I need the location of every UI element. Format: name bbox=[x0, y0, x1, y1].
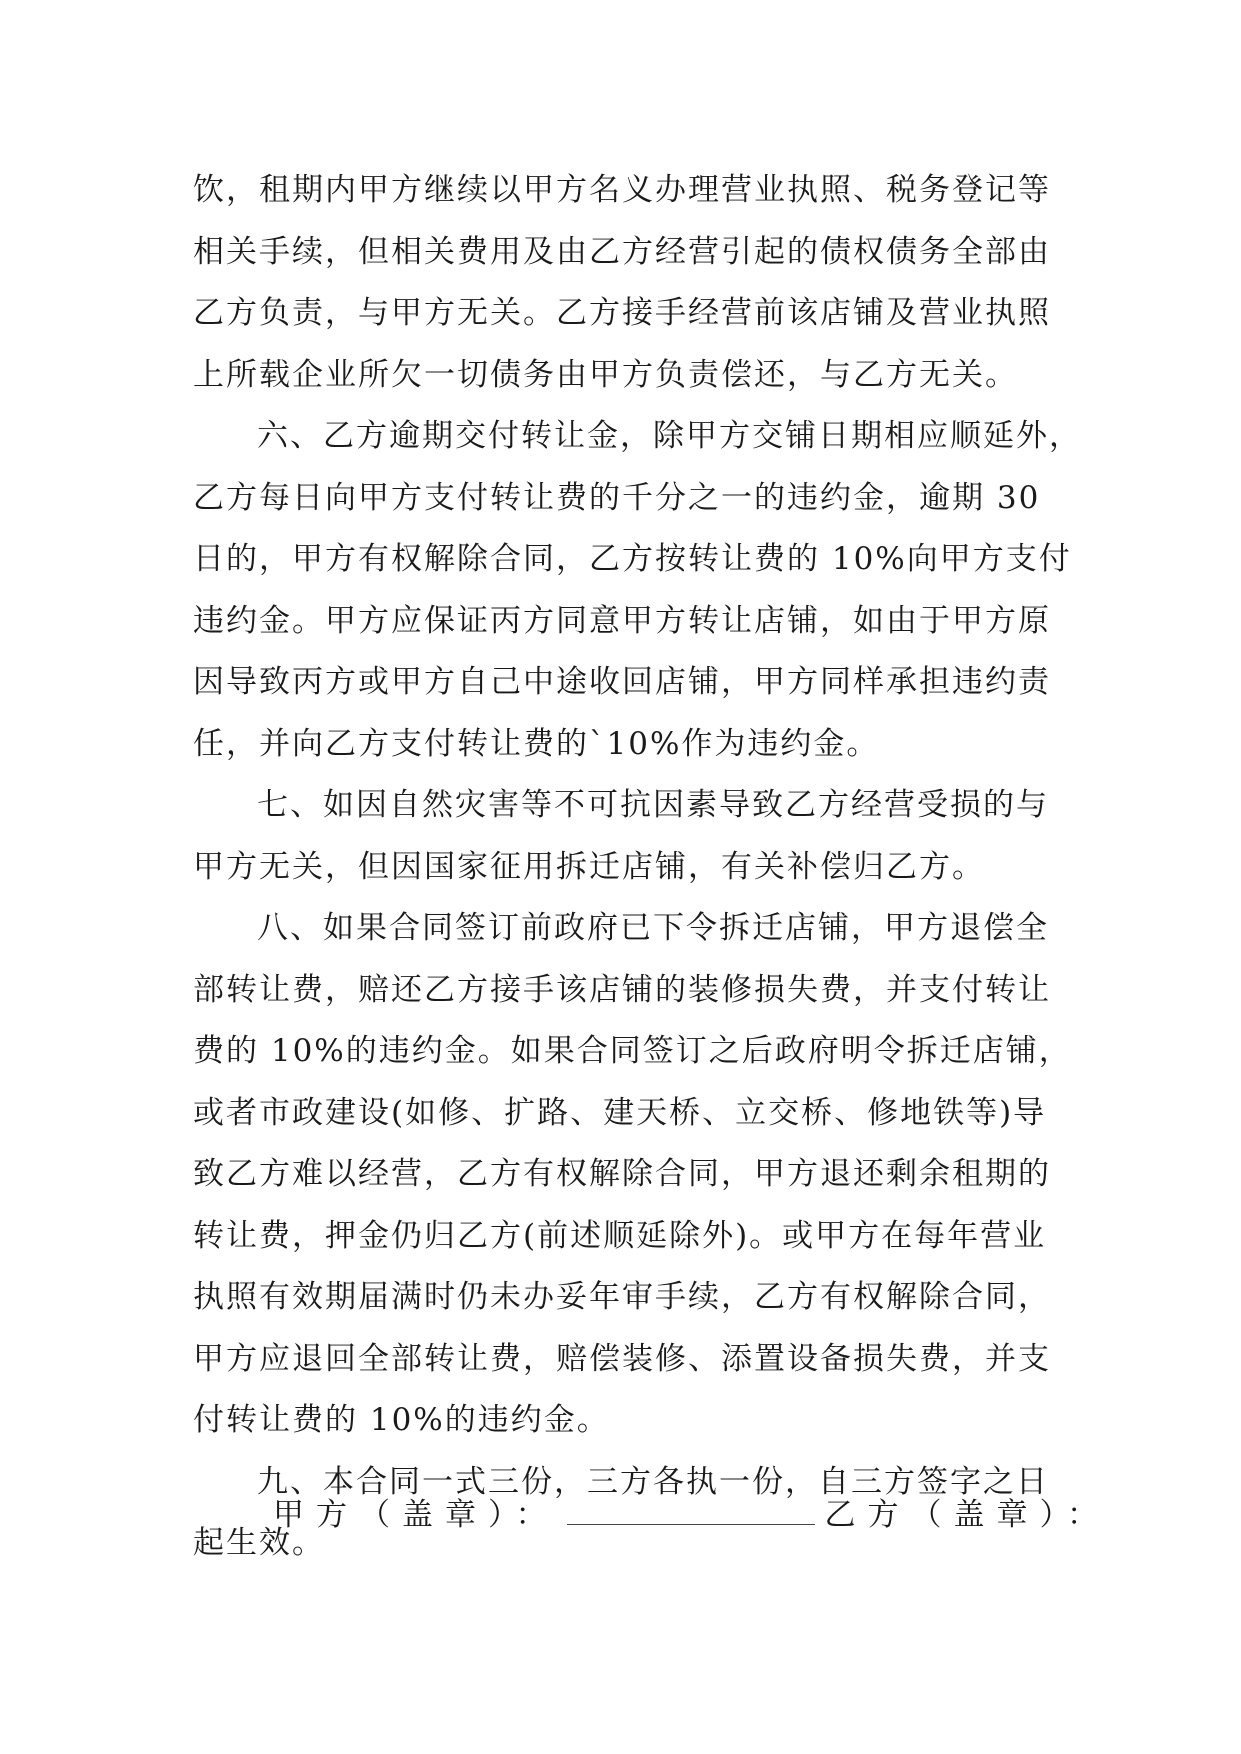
text-line: 甲方无关，但因国家征用拆迁店铺，有关补偿归乙方。 bbox=[193, 848, 985, 885]
text-line: 八、如果合同签订前政府已下令拆迁店铺，甲方退偿全 bbox=[257, 910, 1049, 946]
text-line: 违约金。甲方应保证丙方同意甲方转让店铺，如由于甲方原 bbox=[193, 602, 1051, 639]
text-line: 甲方应退回全部转让费，赔偿装修、添置设备损失费，并支 bbox=[193, 1340, 1051, 1377]
text-line: 乙方每日向甲方支付转让费的千分之一的违约金，逾期 30 bbox=[193, 479, 1041, 516]
contract-body bbox=[193, 160, 1082, 1575]
text-line: 执照有效期届满时仍未办妥年审手续，乙方有权解除合同， bbox=[193, 1279, 1051, 1315]
text-line: 任，并向乙方支付转让费的`10%作为违约金。 bbox=[193, 725, 880, 762]
text-line: 相关手续，但相关费用及由乙方经营引起的债权债务全部由 bbox=[193, 233, 1051, 270]
party-b-seal-label: 乙方（盖章）： bbox=[824, 1497, 1110, 1533]
text-line: 七、如因自然灾害等不可抗因素导致乙方经营受损的与 bbox=[257, 787, 1049, 823]
text-line: 六、乙方逾期交付转让金，除甲方交铺日期相应顺延外， bbox=[257, 418, 1082, 454]
text-line: 或者市政建设(如修、扩路、建天桥、立交桥、修地铁等)导 bbox=[193, 1094, 1047, 1131]
text-line: 转让费，押金仍归乙方(前述顺延除外)。或甲方在每年营业 bbox=[193, 1217, 1047, 1254]
party-a-seal-label: 甲方（盖章）： bbox=[273, 1497, 559, 1533]
text-line: 上所载企业所欠一切债务由甲方负责偿还，与乙方无关。 bbox=[193, 356, 1018, 393]
text-line: 饮，租期内甲方继续以甲方名义办理营业执照、税务登记等 bbox=[193, 172, 1051, 208]
text-line: 因导致丙方或甲方自己中途收回店铺，甲方同样承担违约责 bbox=[193, 664, 1051, 700]
signature-row bbox=[273, 1490, 1110, 1540]
party-a-signature-blank[interactable] bbox=[567, 1492, 815, 1525]
text-line: 付转让费的 10%的违约金。 bbox=[193, 1402, 610, 1438]
text-line: 九、本合同一式三份，三方各执一份，自三方签字之日 bbox=[257, 1463, 1049, 1500]
text-line: 起生效。 bbox=[193, 1525, 325, 1561]
text-line: 费的 10%的违约金。如果合同签订之后政府明令拆迁店铺， bbox=[193, 1033, 1072, 1069]
text-line: 乙方负责，与甲方无关。乙方接手经营前该店铺及营业执照 bbox=[193, 295, 1051, 331]
text-line: 部转让费，赔还乙方接手该店铺的装修损失费，并支付转让 bbox=[193, 971, 1051, 1008]
text-line: 日的，甲方有权解除合同，乙方按转让费的 10%向甲方支付 bbox=[193, 541, 1072, 577]
text-line: 致乙方难以经营，乙方有权解除合同，甲方退还剩余租期的 bbox=[193, 1156, 1051, 1192]
